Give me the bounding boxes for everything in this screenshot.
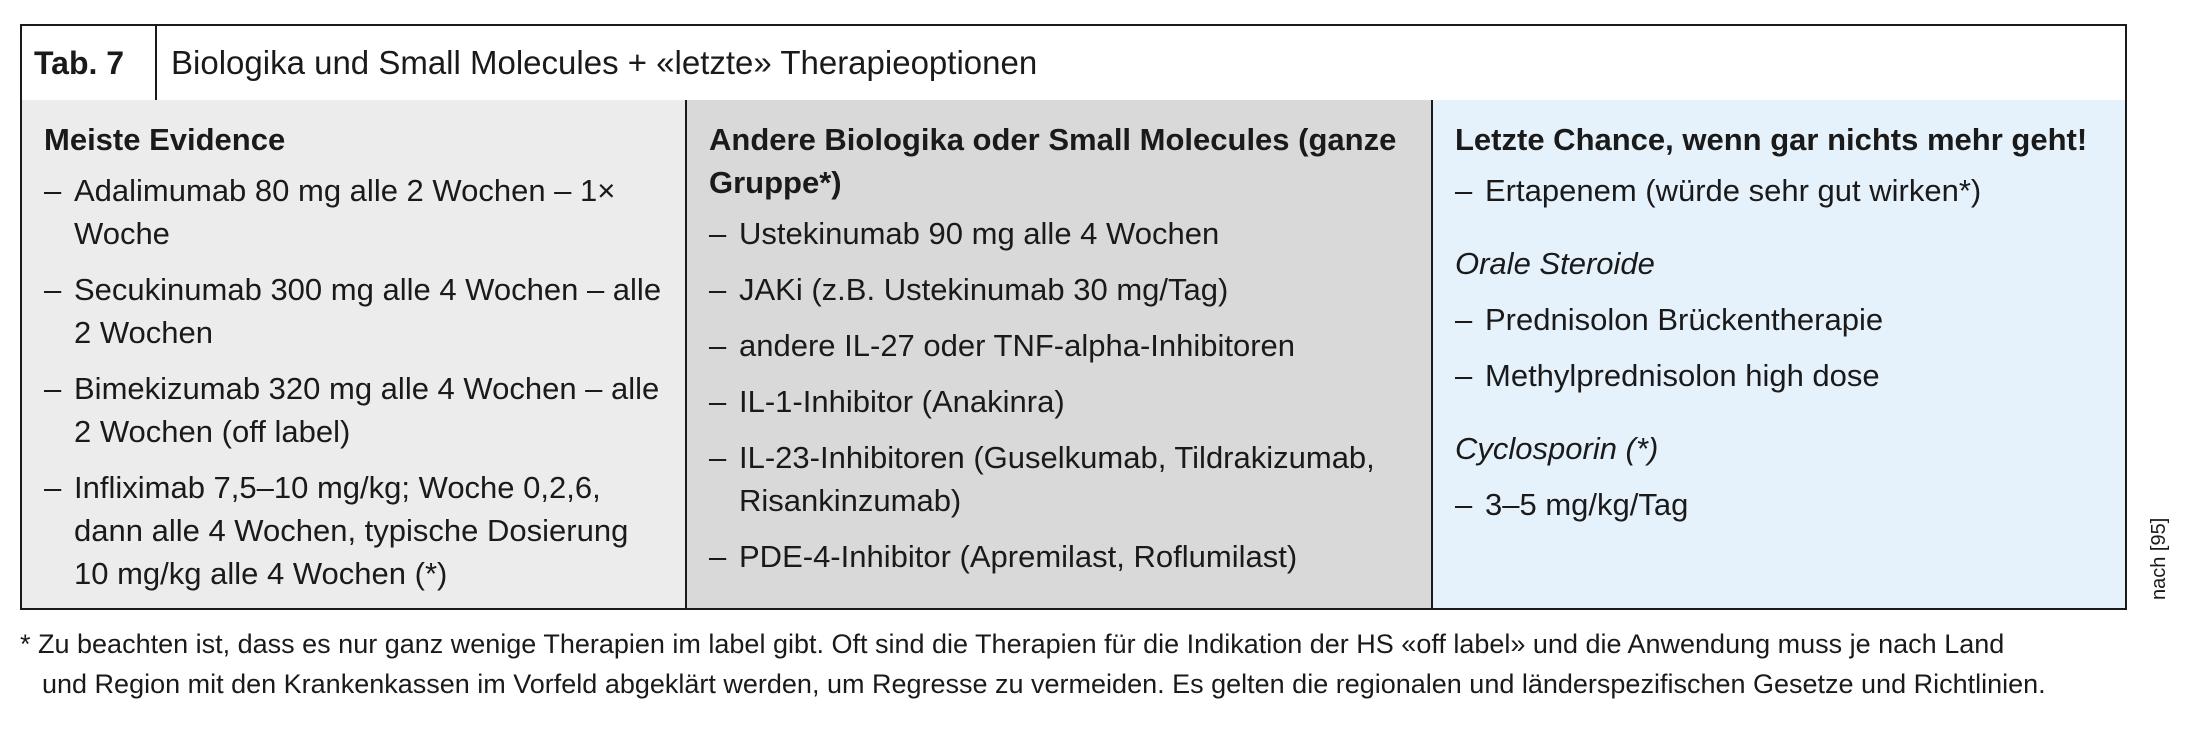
footnote-line: und Region mit den Krankenkassen im Vorfeld abgeklärt werden, um Regresse zu vermeiden. Es gelten die regionalen und länderspezifischen Gesetze und Richtlinien. [42, 669, 2046, 699]
list-item-text: JAKi (z.B. Ustekinumab 30 mg/Tag) [739, 272, 1229, 307]
footnote-line: * Zu beachten ist, dass es nur ganz wenige Therapien im label gibt. Oft sind die Therapien für die Indikation der HS «off label» und die Anwendung muss je nach Land [20, 629, 2005, 659]
table-title: Biologika und Small Molecules + «letzte» Therapieoptionen [171, 44, 1038, 81]
dash-bullet: – [709, 272, 727, 307]
list-item [44, 367, 663, 453]
dash-bullet: – [44, 470, 62, 505]
group-subheader: Cyclosporin (*) [1455, 431, 1659, 466]
column-header: Meiste Evidence [44, 122, 286, 157]
list-item [1455, 298, 2103, 341]
item-group-orale-steroide [1455, 242, 2103, 397]
group-subheader: Orale Steroide [1455, 246, 1655, 281]
dash-bullet: – [1455, 173, 1473, 208]
item-list [1455, 483, 2103, 526]
list-item-text: Prednisolon Brückentherapie [1485, 302, 1884, 337]
item-list [1455, 298, 2103, 397]
item-list [44, 169, 663, 595]
list-item [1455, 169, 2103, 212]
list-item-text: IL-1-Inhibitor (Anakinra) [739, 384, 1065, 419]
list-item-text: IL-23-Inhibitoren (Guselkumab, Tildrakizumab, Risankinzumab) [739, 440, 1375, 518]
table-number: Tab. 7 [22, 26, 157, 100]
dash-bullet: – [44, 173, 62, 208]
table-title-row [22, 26, 2125, 102]
list-item [44, 466, 663, 595]
list-item-text: PDE-4-Inhibitor (Apremilast, Roflumilast) [739, 539, 1298, 574]
list-item [709, 268, 1409, 311]
source-note: nach [95] [2148, 517, 2170, 600]
dash-bullet: – [1455, 487, 1473, 522]
dash-bullet: – [1455, 302, 1473, 337]
list-item [44, 268, 663, 354]
footnote [20, 624, 2120, 704]
list-item [709, 535, 1409, 578]
item-list [1455, 169, 2103, 212]
list-item [1455, 483, 2103, 526]
list-item [1455, 354, 2103, 397]
list-item-text: Methylprednisolon high dose [1485, 358, 1880, 393]
list-item-text: 3–5 mg/kg/Tag [1485, 487, 1689, 522]
column-header: Andere Biologika oder Small Molecules (ganze Gruppe*) [709, 122, 1397, 200]
column-letzte-chance [1433, 100, 2125, 608]
dash-bullet: – [1455, 358, 1473, 393]
list-item [709, 324, 1409, 367]
dash-bullet: – [44, 272, 62, 307]
list-item [709, 380, 1409, 423]
column-header: Letzte Chance, wenn gar nichts mehr geht! [1455, 122, 2088, 157]
list-item [709, 436, 1409, 522]
item-group-cyclosporin [1455, 427, 2103, 526]
table-columns [22, 100, 2125, 608]
dash-bullet: – [709, 440, 727, 475]
dash-bullet: – [709, 539, 727, 574]
item-group [1455, 169, 2103, 212]
list-item-text: Bimekizumab 320 mg alle 4 Wochen – alle 2 Wochen (off label) [74, 371, 660, 449]
list-item [709, 212, 1409, 255]
list-item-text: Adalimumab 80 mg alle 2 Wochen – 1× Woche [74, 173, 616, 251]
dash-bullet: – [709, 384, 727, 419]
list-item-text: andere IL-27 oder TNF-alpha-Inhibitoren [739, 328, 1296, 363]
column-andere-biologika [687, 100, 1433, 608]
column-meiste-evidence [22, 100, 687, 608]
item-list [709, 212, 1409, 578]
dash-bullet: – [709, 216, 727, 251]
dash-bullet: – [709, 328, 727, 363]
list-item [44, 169, 663, 255]
list-item-text: Secukinumab 300 mg alle 4 Wochen – alle 2 Wochen [74, 272, 662, 350]
list-item-text: Ustekinumab 90 mg alle 4 Wochen [739, 216, 1220, 251]
dash-bullet: – [44, 371, 62, 406]
list-item-text: Ertapenem (würde sehr gut wirken*) [1485, 173, 1982, 208]
list-item-text: Infliximab 7,5–10 mg/kg; Woche 0,2,6, dann alle 4 Wochen, typische Dosierung 10 mg/kg alle 4 Wochen (*) [74, 470, 629, 591]
therapy-table [20, 24, 2127, 610]
